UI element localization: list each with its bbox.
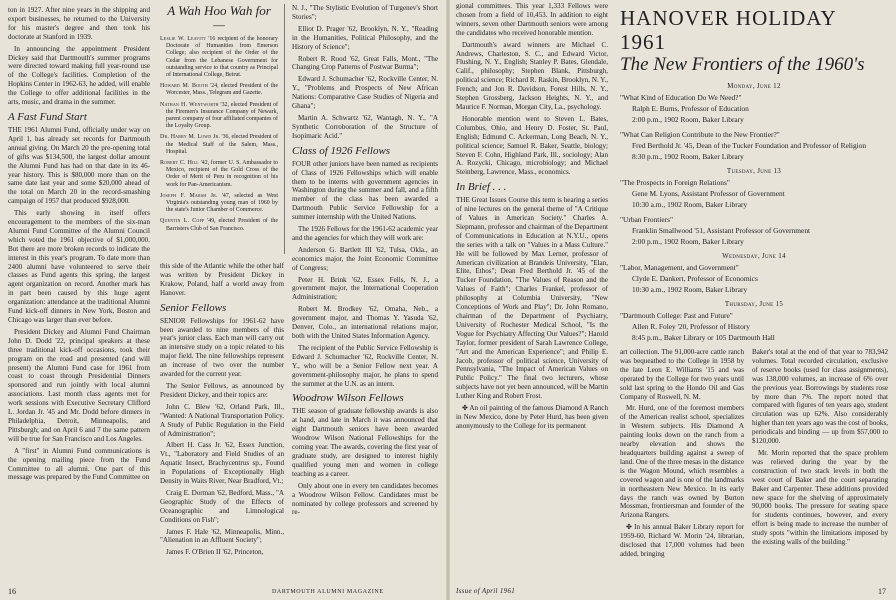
wah-hoo-wah-list bbox=[160, 36, 278, 233]
page-number-left: 16 bbox=[8, 587, 16, 596]
schedule-day: Tuesday, June 13 bbox=[726, 167, 782, 175]
talk-speaker: Gene M. Lyons, Assistant Professor of Government bbox=[632, 189, 785, 198]
paragraph: this side of the Atlantic while the other half was written by President Dickey in Krakow, Poland, half a world away from Hanover. bbox=[160, 262, 284, 297]
wah-hoo-wah-title: A Wah Hoo Wah for — bbox=[167, 3, 271, 32]
honoree-entry bbox=[160, 134, 278, 156]
schedule-day: Thursday, June 15 bbox=[724, 300, 784, 308]
paragraph: THE Great Issues Course this term is hearing a series of nine lectures on the general theme of "A Critique of Values in American Society." Charles A. Siepmann, professor and chairman of the Department of Communications in Education at N.Y.U., opens the series with a talk on "Values in a Mass Culture." He will be followed by Max Lerner, professor of American civilization at Brandeis University, "Elan, Elite, Ethos"; Dean Fred Berthold Jr. '45 of the Tucker Foundation, "The Values of Reason and the Values of Faith"; Charles Frankel, professor of philosophy at Columbia University, "New Conceptions of Work and Play"; Dr. John Romano, chairman of the Department of Psychiatry, University of Rochester Medical School, "Is the Vogue for Psychiatry Affecting Our Values?"; Harold Taylor, former president of Sarah Lawrence College, "Art and the American Experience"; and Philip E. Jacob, professor of political science, University of Pennsylvania, "The Impact of American Values on Public Policy." The final two lecturers, whose subjects have not yet been announced, will be Martin Luther King and Robert Frost. bbox=[456, 196, 608, 401]
talk-time-place: 2:00 p.m., 1902 Room, Baker Library bbox=[632, 237, 744, 246]
paragraph: John C. Blew '62, Orland Park, Ill., "Wanted: A National Transportation Policy. A Study of Public Regulation in the Field of Administration"; bbox=[160, 402, 284, 438]
section-heading: A Fast Fund Start bbox=[8, 110, 87, 123]
paragraph: Albert H. Cass Jr. '62, Essex Junction, Vt., "Laboratory and Field Studies of an Aquatic Insect, Brachycentrus sp., Found in Populations of Exceptionally High Density in Waits River, Near Bradford, Vt.; bbox=[160, 441, 284, 486]
paragraph: SENIOR Fellowships for 1961-62 have been awarded to nine members of this year's junior class. Each man will carry out an intensive study on a topic related to his major field. The nine fellowships represent an increase of two over the number awarded for the current year. bbox=[160, 316, 284, 379]
section-heading: In Brief . . . bbox=[456, 181, 507, 194]
paragraph: Elliot D. Prager '62, Brooklyn, N. Y., "Reading in the Humanities, Political Philosophy, and the History of Science"; bbox=[292, 24, 438, 51]
paragraph: Dartmouth's award winners are Michael C. Andrews, Charleston, S. C., and Edward Victor, Flushing, N. Y., English; Stanley P. Bates, Glendale, Calif., philosophy; Stephen Blank, Pittsburgh, political science; Richard R. Raskin, Brooklyn, N. Y., French; and Jon R. Davidson, Forest Hills, N. Y., Stephen Grossberg, Jackson Heights, N. Y., and Maurice F. Norman, Morgan City, La., psychology. bbox=[456, 40, 608, 111]
talk-speaker: Franklin Smallwood '51, Assistant Professor of Government bbox=[632, 226, 811, 235]
honoree-entry bbox=[160, 160, 278, 189]
talk-title: "Labor, Management, and Government" bbox=[620, 263, 739, 272]
paragraph: N. J., "The Stylistic Evolution of Turgenev's Short Stories"; bbox=[292, 4, 438, 21]
paragraph: Only about one in every ten candidates becomes a Woodrow Wilson Fellow. Candidates must be nominated by college professors and screened by re- bbox=[292, 481, 438, 517]
page-number-right: 17 bbox=[878, 587, 886, 596]
section-heading: Class of 1926 Fellows bbox=[292, 144, 391, 157]
paragraph: The recipient of the Public Service Fellowship is Edward J. Schumacher '62, Rockville Center, N. Y., who will be a Senior Fellow next year. A government-philosophy major, he plans to spend the summer at the U.N. as an intern. bbox=[292, 343, 438, 388]
schedule-day: Monday, June 12 bbox=[727, 82, 781, 90]
honoree-name: Quentin L. Copp bbox=[160, 218, 205, 225]
talk-speaker: Allen R. Foley '20, Professor of History bbox=[632, 322, 750, 331]
paragraph: Peter H. Brink '62, Essex Fells, N. J., a government major, the International Cooperation Administration; bbox=[292, 275, 438, 302]
honoree-entry bbox=[160, 83, 278, 97]
schedule-day: Wednesday, June 14 bbox=[722, 252, 786, 260]
paragraph: ton in 1927. After nine years in the shipping and export businesses, he returned to the University for his master's degree and then took his doctorate at Stanford in 1939. bbox=[8, 6, 150, 41]
talk-title: "What Kind of Education Do We Need?" bbox=[620, 93, 742, 102]
paragraph: Honorable mention went to Steven L. Bates, Columbus, Ohio, and Henry D. Foster, St. Paul, English; Edmund C. Ackerman, Long Beach, N. Y., political science; Samuel R. Baker, Seattle, biology; Steven F. Cohn, Highland Park, Ill., sociology; Alan A. Rozycki, Chicago, microbiology; and Michael Steinberg, Lawrence, Mass., economics. bbox=[456, 114, 608, 177]
section-heading: Senior Fellows bbox=[160, 301, 227, 314]
honoree-citation: '36, elected President of the Medical Staff of the Salem, Mass., Hospital. bbox=[166, 134, 278, 155]
talk-time-place: 10:30 a.m., 1902 Room, Baker Library bbox=[632, 200, 748, 209]
paragraph: This early showing in itself offers encouragement to the members of the six-man Alumni Fund Committee of the Alumni Council which voted the 1961 objective of $1,000,000. But there are more broken records to indicate the interest in this year's program. To date more than 2400 alumni have volunteered to serve their classes as Fund agents this spring, the largest agent organization on record. Another mark has in part been caused by this huge agent organization: attendance at the traditional Alumni Fund kick-off dinners in New York, Boston and Chicago was larger than ever before. bbox=[8, 209, 150, 324]
paragraph: Martin A. Schwartz '62, Wantagh, N. Y., "A Synthetic Corroboration of the Structure of Isopimaric Acid." bbox=[292, 113, 438, 140]
paragraph: James F. O'Brien II '62, Princeton, bbox=[166, 548, 264, 557]
talk-speaker: Ralph E. Burns, Professor of Education bbox=[632, 104, 749, 113]
honoree-citation: '47, selected as West Virginia's outstanding young man of 1960 by the state's Junior Chamber of Commerce. bbox=[166, 192, 278, 214]
holiday-schedule bbox=[620, 82, 888, 342]
honoree-citation: '42, former U. S. Ambassador to Mexico, recipient of the Gold Cross of the Order of Merit of Peru in recognition of his work for Pan-Americanism. bbox=[166, 160, 278, 188]
honoree-entry bbox=[160, 218, 278, 232]
paragraph: The Senior Fellows, as announced by President Dickey, and their topics are: bbox=[160, 381, 284, 399]
holiday-title: HANOVER HOLIDAY 1961 bbox=[620, 6, 836, 54]
honoree-citation: '16 recipient of the honorary Doctorate of Humanities from Emerson College; also recipient of the Order of the Cedar from the Lebanese Government for outstanding service to that country as Principal of International College, Beirut. bbox=[166, 36, 278, 79]
right-column-3 bbox=[752, 348, 888, 564]
section-heading: Woodrow Wilson Fellows bbox=[292, 392, 404, 405]
paragraph: James F. Hale '62, Minneapolis, Minn., "Alienation in an Affluent Society"; bbox=[160, 527, 284, 545]
paragraph: Mr. Hurd, one of the foremost members of the American realist school, specializes in Western subjects. His Diamond A painting looks down on the ranch from a nearby elevation and shows the headquarters building against a sweep of land. One of the three mesas in the distance is the Wagon Mound, which resembles a covered wagon and is one of the landmarks in northeastern New Mexico. In its early days the ranch was owned by Burton Mossman, frontiersman and founder of the Arizona Rangers. bbox=[620, 404, 744, 520]
paragraph: President Dickey and Alumni Fund Chairman John D. Dodd '22, principal speakers at these three traditional kick-off occasions, took their program on the road and presented (and will present) the Alumni Fund case for 1961 from coast to coast through Presidential Dinners sponsored and run jointly with local alumni associations. Last month class agents met for work sessions with Executive Secretary Clifford L. Jordan Jr. '45 and Mr. Dodd before dinners in Philadelphia, Detroit, Minneapolis, and Pittsburgh; and on April 6 and 7 the same pattern will be true for San Francisco and Los Angeles. bbox=[8, 327, 150, 443]
paragraph: In announcing the appointment President Dickey said that Dartmouth's summer programs were directed toward making full year-round use of the College's facilities. Completion of the Hopkins Center in 1962-63, he added, will enable the College to offer additional facilities in the arts, music, and drama in the summer. bbox=[8, 44, 150, 107]
talk-time-place: 2:00 p.m., 1902 Room, Baker Library bbox=[632, 115, 744, 124]
talk-title: "What Can Religion Contribute to the New Frontier?" bbox=[620, 130, 780, 139]
paragraph: THE 1961 Alumni Fund, officially under way on April 1, has already set records for Dartmouth annual giving. On March 20 the pre-opening total of gifts was $134,500, the largest dollar amount the Alumni Fund has had on that date in its 46-year history. This is $80,000 more than on the same date last year and some $20,000 ahead of the total on March 20 in the record-smashing campaign of 1957 that produced $928,000. bbox=[8, 125, 150, 206]
honoree-name: Howard M. Booth bbox=[160, 83, 209, 90]
left-column-1 bbox=[8, 6, 150, 564]
paragraph: ✤ In his annual Baker Library report for 1959-60, Richard W. Morin '24, librarian, disclosed that 17,000 volumes had been added, bringing bbox=[620, 523, 744, 558]
paragraph: art collection. The 91,000-acre cattle ranch was bequeathed to the College in 1958 by the late Leon E. Williams '15 and was operated by the College for two years until sold last spring to the Hondo Oil and Gas Company of Roswell, N. M. bbox=[620, 348, 744, 401]
talk-time-place: 8:45 p.m., Baker Library or 105 Dartmouth Hall bbox=[632, 333, 775, 342]
left-column-2 bbox=[160, 262, 284, 564]
issue-line: Issue of April 1961 bbox=[456, 587, 516, 595]
talk-title: "Urban Frontiers" bbox=[620, 215, 674, 224]
paragraph: Robert M. Brodkey '62, Omaha, Neb., a government major, and Thomas Y. Yasuda '62, Denver, Colo., an international relations major, both with the United States Information Agency. bbox=[292, 305, 438, 340]
paragraph: FOUR other juniors have been named as recipients of Class of 1926 Fellowships which will enable them to be interns with government agencies in Washington during the summer and fall, and a fifth member of the class has been awarded a Dartmouth Public Service Fellowship for a summer internship with the United Nations. bbox=[292, 159, 438, 222]
honoree-entry bbox=[160, 102, 278, 131]
paragraph: Baker's total at the end of that year to 783,942 volumes. Total recorded circulation, exclusive of reserve books (used for class assignments), was 138,000 volumes, an increase of 6% over the previous year. Borrowings by students rose by more than 7%. The report noted that compared with figures of ten years ago, student circulation was up 62%. Also considerably higher than ten years ago was the cost of books, periodicals and binding — up from $57,000 to $120,000. bbox=[752, 348, 888, 446]
honoree-name: Nathan H. Wentworth bbox=[160, 101, 219, 108]
paragraph: Craig E. Dorman '62, Bedford, Mass., "A Geographic Study of the Effects of Oceanographic and Limnological Conditions on Fish"; bbox=[160, 488, 284, 524]
honoree-entry bbox=[160, 36, 278, 79]
talk-speaker: Clyde E. Dankert, Professor of Economics bbox=[632, 274, 758, 283]
right-column-1 bbox=[456, 2, 608, 564]
honoree-name: Leslie W. Leavitt bbox=[160, 36, 207, 42]
honoree-name: Joseph F. Marsh Jr. bbox=[160, 192, 218, 199]
magazine-footer: DARTMOUTH ALUMNI MAGAZINE bbox=[272, 589, 384, 595]
honoree-citation: '24, elected President of the Worcester, Mass., Telegram and Gazette. bbox=[166, 83, 278, 97]
right-page bbox=[448, 0, 896, 600]
paragraph: Anderson G. Bartlett III '62, Tulsa, Okla., an economics major, the Joint Economic Committee of Congress; bbox=[292, 245, 438, 272]
paragraph: ✤ An oil painting of the famous Diamond A Ranch in New Mexico, done by Peter Hurd, has been given anonymously to the College for its permanent bbox=[456, 404, 608, 430]
talk-time-place: 8:30 p.m., 1902 Room, Baker Library bbox=[632, 152, 744, 161]
hanover-holiday-box bbox=[620, 6, 888, 342]
holiday-subtitle: The New Frontiers of the 1960's bbox=[620, 54, 865, 75]
paragraph: The 1926 Fellows for the 1961-62 academic year and the agencies for which they will work are: bbox=[292, 225, 438, 242]
paragraph: gional committees. This year 1,333 Fellows were chosen from a field of 10,453. In addition to eight winners, seven other Dartmouth seniors were among the candidates who received honorable mention. bbox=[456, 2, 608, 37]
honoree-citation: '49, elected President of the Barristers Club of San Francisco. bbox=[166, 218, 278, 232]
talk-time-place: 10:30 a.m., 1902 Room, Baker Library bbox=[632, 285, 748, 294]
paragraph: Robert R. Rood '62, Great Falls, Mont., "The Changing Crop Patterns of Postwar Burma"; bbox=[292, 54, 438, 72]
honoree-entry bbox=[160, 193, 278, 215]
left-column-3 bbox=[292, 4, 438, 564]
honoree-name: Dr. Harry M. Lowd Jr. bbox=[160, 134, 221, 141]
paragraph: A "first" in Alumni Fund communications is the opening mailing piece from the Fund Committee to all alumni. One part of this message was prepared by the Fund Committee on bbox=[8, 446, 150, 482]
right-column-2 bbox=[620, 348, 744, 564]
wah-hoo-wah-box bbox=[160, 4, 285, 254]
talk-title: "The Prospects in Foreign Relations" bbox=[620, 178, 730, 187]
paragraph: Mr. Morin reported that the space problem was relieved during the year by the construction of two stack levels in both the west court of Baker and the court separating Baker and Carpenter. These additions provided new space for the shelving of approximately 90,000 books. The pressure for seating space for students continues, however, and every effort is being made to increase the number of study spots "within the limitations imposed by the existing walls of the building." bbox=[752, 448, 888, 547]
paragraph: THE season of graduate fellowship awards is also at hand, and late in March it was announced that eight Dartmouth seniors have been awarded Woodrow Wilson National Fellowships for the coming year. The awards, covering the first year of graduate study, are designed to interest highly qualified young men and women in college teaching as a career. bbox=[292, 407, 438, 478]
talk-title: "Dartmouth College: Past and Future" bbox=[620, 311, 733, 320]
paragraph: Edward J. Schumacher '62, Rockville Center, N. Y., "Problems and Prospects of New African Nations: Comparative Case Studies of Nigeria and Ghana"; bbox=[292, 75, 438, 111]
talk-speaker: Fred Berthold Jr. '45, Dean of the Tucker Foundation and Professor of Religion bbox=[632, 141, 867, 150]
honoree-name: Robert C. Hill bbox=[160, 160, 199, 167]
honoree-citation: '32, elected President of the Firemen's Insurance Company of Newark, parent company of four affiliated companies of the Loyalty Group. bbox=[166, 101, 278, 130]
